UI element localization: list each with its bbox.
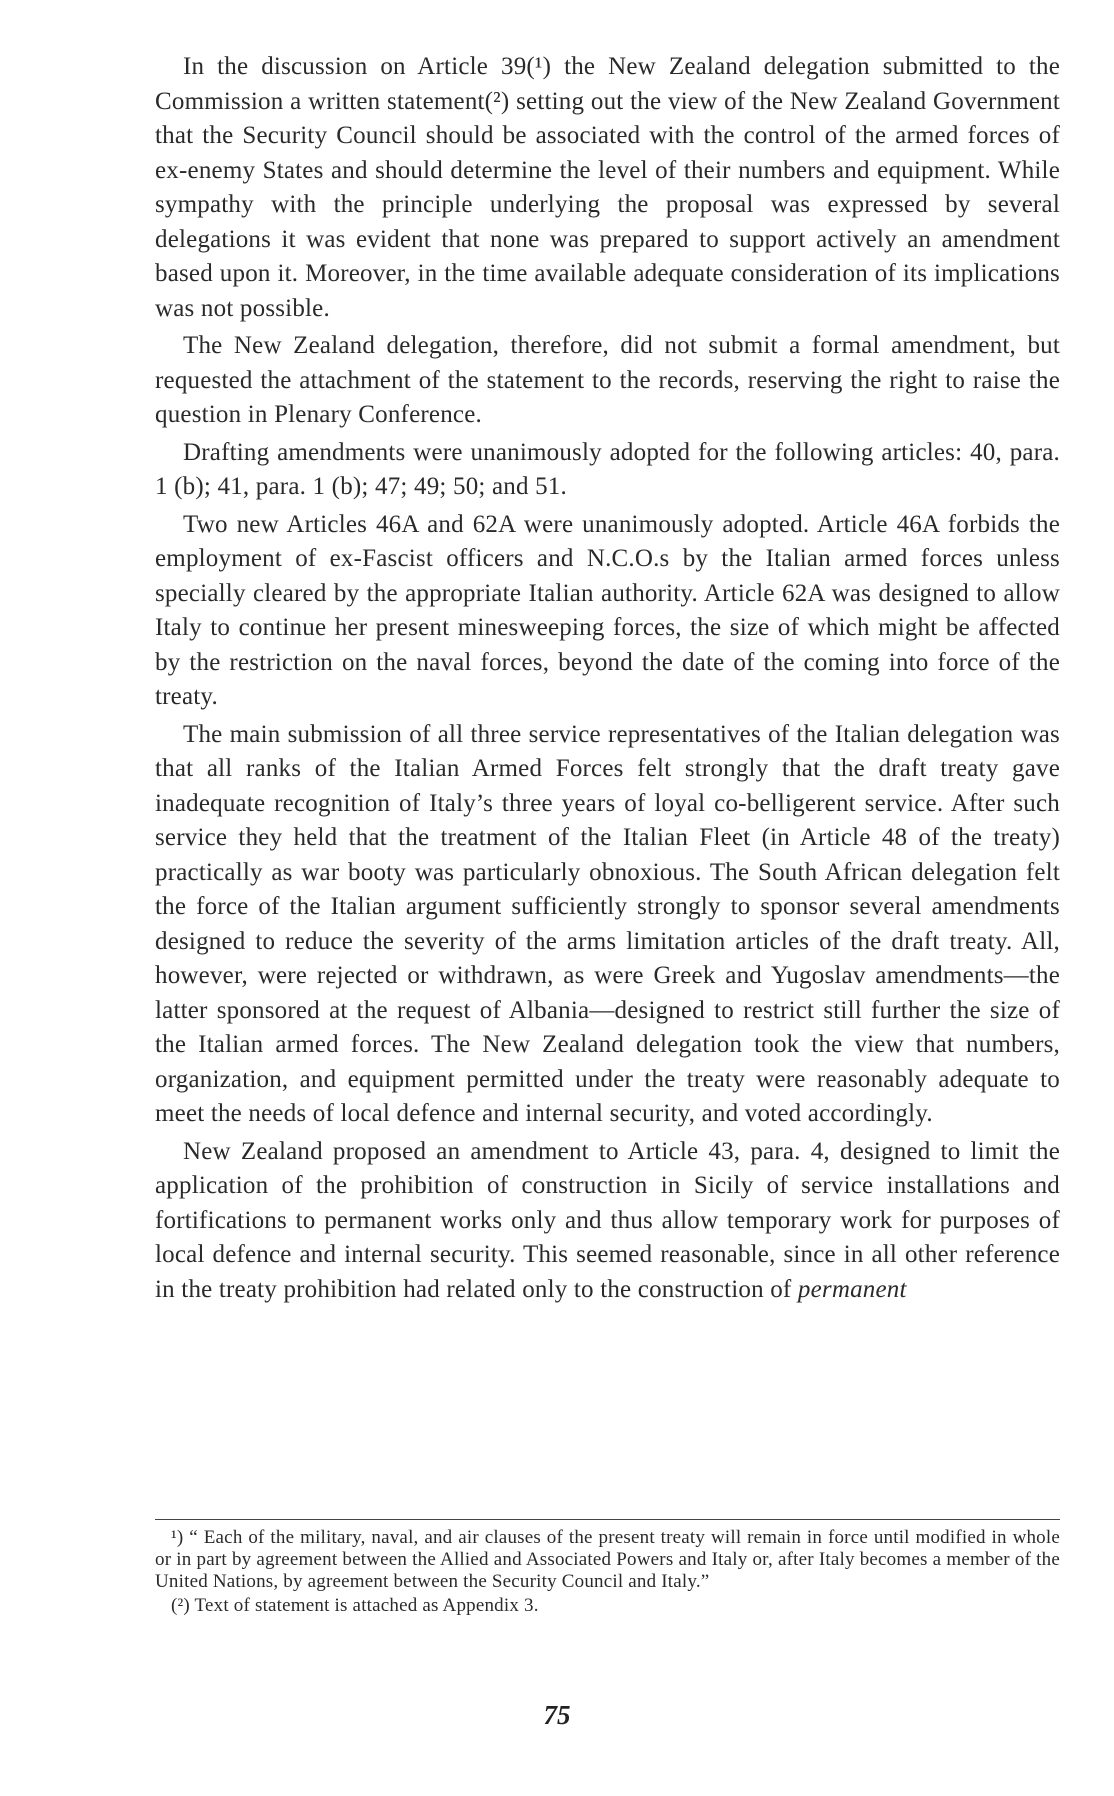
paragraph-sicily-amendment — [155, 1135, 1060, 1308]
page-number: 75 — [543, 1700, 571, 1730]
paragraph-new-articles: Two new Articles 46A and 62A were unanimously adopted. Article 46A forbids the employment of ex-Fascist officers and N.C.O.s by the Italian armed forces unless specially cleared by the appropriate Italian authority. Article 62A was designed to allow Italy to continue her present minesweeping forces, the size of which might be affected by the restriction on the naval forces, beyond the date of the coming into force of the treaty. — [155, 510, 1060, 710]
paragraph-article-39: In the discussion on Article 39(¹) the New Zealand delegation submitted to the Commission a written statement(²) setting out the view of the New Zealand Government that the Security Council should be associated with the control of the armed forces of ex-enemy States and should determine the level of their numbers and equipment. While sympathy with the principle underlying the proposal was expressed by several delegations it was evident that none was prepared to support actively an amendment based upon it. Moreover, in the time available adequate consideration of its implications was not possible. — [155, 53, 1060, 322]
footnote-divider — [155, 1519, 1060, 1520]
footnote-1: ¹) “ Each of the military, naval, and air clauses of the present treaty will remain in force until modified in whole or in part by agreement between the Allied and Associated Powers and Italy or, after Italy becomes a member of the United Nations, by agreement between the Security Council and Italy.” — [155, 1527, 1060, 1592]
paragraph-italian-submission: The main submission of all three service representatives of the Italian delegation was that all ranks of the Italian Armed Forces felt strongly that the draft treaty gave inadequate recognition of Italy’s three years of loyal co-belligerent service. After such service they held that the treatment of the Italian Fleet (in Article 48 of the treaty) practically as war booty was particularly obnoxious. The South African delegation felt the force of the Italian argument sufficiently strongly to sponsor several amendments designed to reduce the severity of the arms limitation articles of the draft treaty. All, however, were rejected or withdrawn, as were Greek and Yugoslav amendments—the latter sponsored at the request of Albania—designed to restrict still further the size of the Italian armed forces. The New Zealand delegation took the view that numbers, organization, and equipment permitted under the treaty were reasonably adequate to meet the needs of local defence and internal security, and voted accordingly. — [155, 720, 1060, 1127]
paragraph-drafting-amendments: Drafting amendments were unanimously adopted for the following articles: 40, para. 1 (b); 41, para. 1 (b); 47; 49; 50; and 51. — [155, 438, 1060, 500]
footnote-2: (²) Text of statement is attached as Appendix 3. — [171, 1595, 539, 1616]
emphasis-permanent: permanent — [797, 1275, 907, 1303]
paragraph-sicily-text: New Zealand proposed an amendment to Article 43, para. 4, designed to limit the application of the prohibition of construction in Sicily of service installations and fortifications to permanent works only and thus allow temporary work for purposes of local defence and internal security. This seemed reasonable, since in all other reference in the treaty prohibition had related only to the construction of — [155, 1137, 1060, 1303]
footnotes — [155, 1527, 1060, 1619]
paragraph-formal-amendment: The New Zealand delegation, therefore, did not submit a formal amendment, but requested the attachment of the statement to the records, reserving the right to raise the question in Plenary Conference. — [155, 332, 1060, 428]
body-text — [155, 50, 1060, 1310]
